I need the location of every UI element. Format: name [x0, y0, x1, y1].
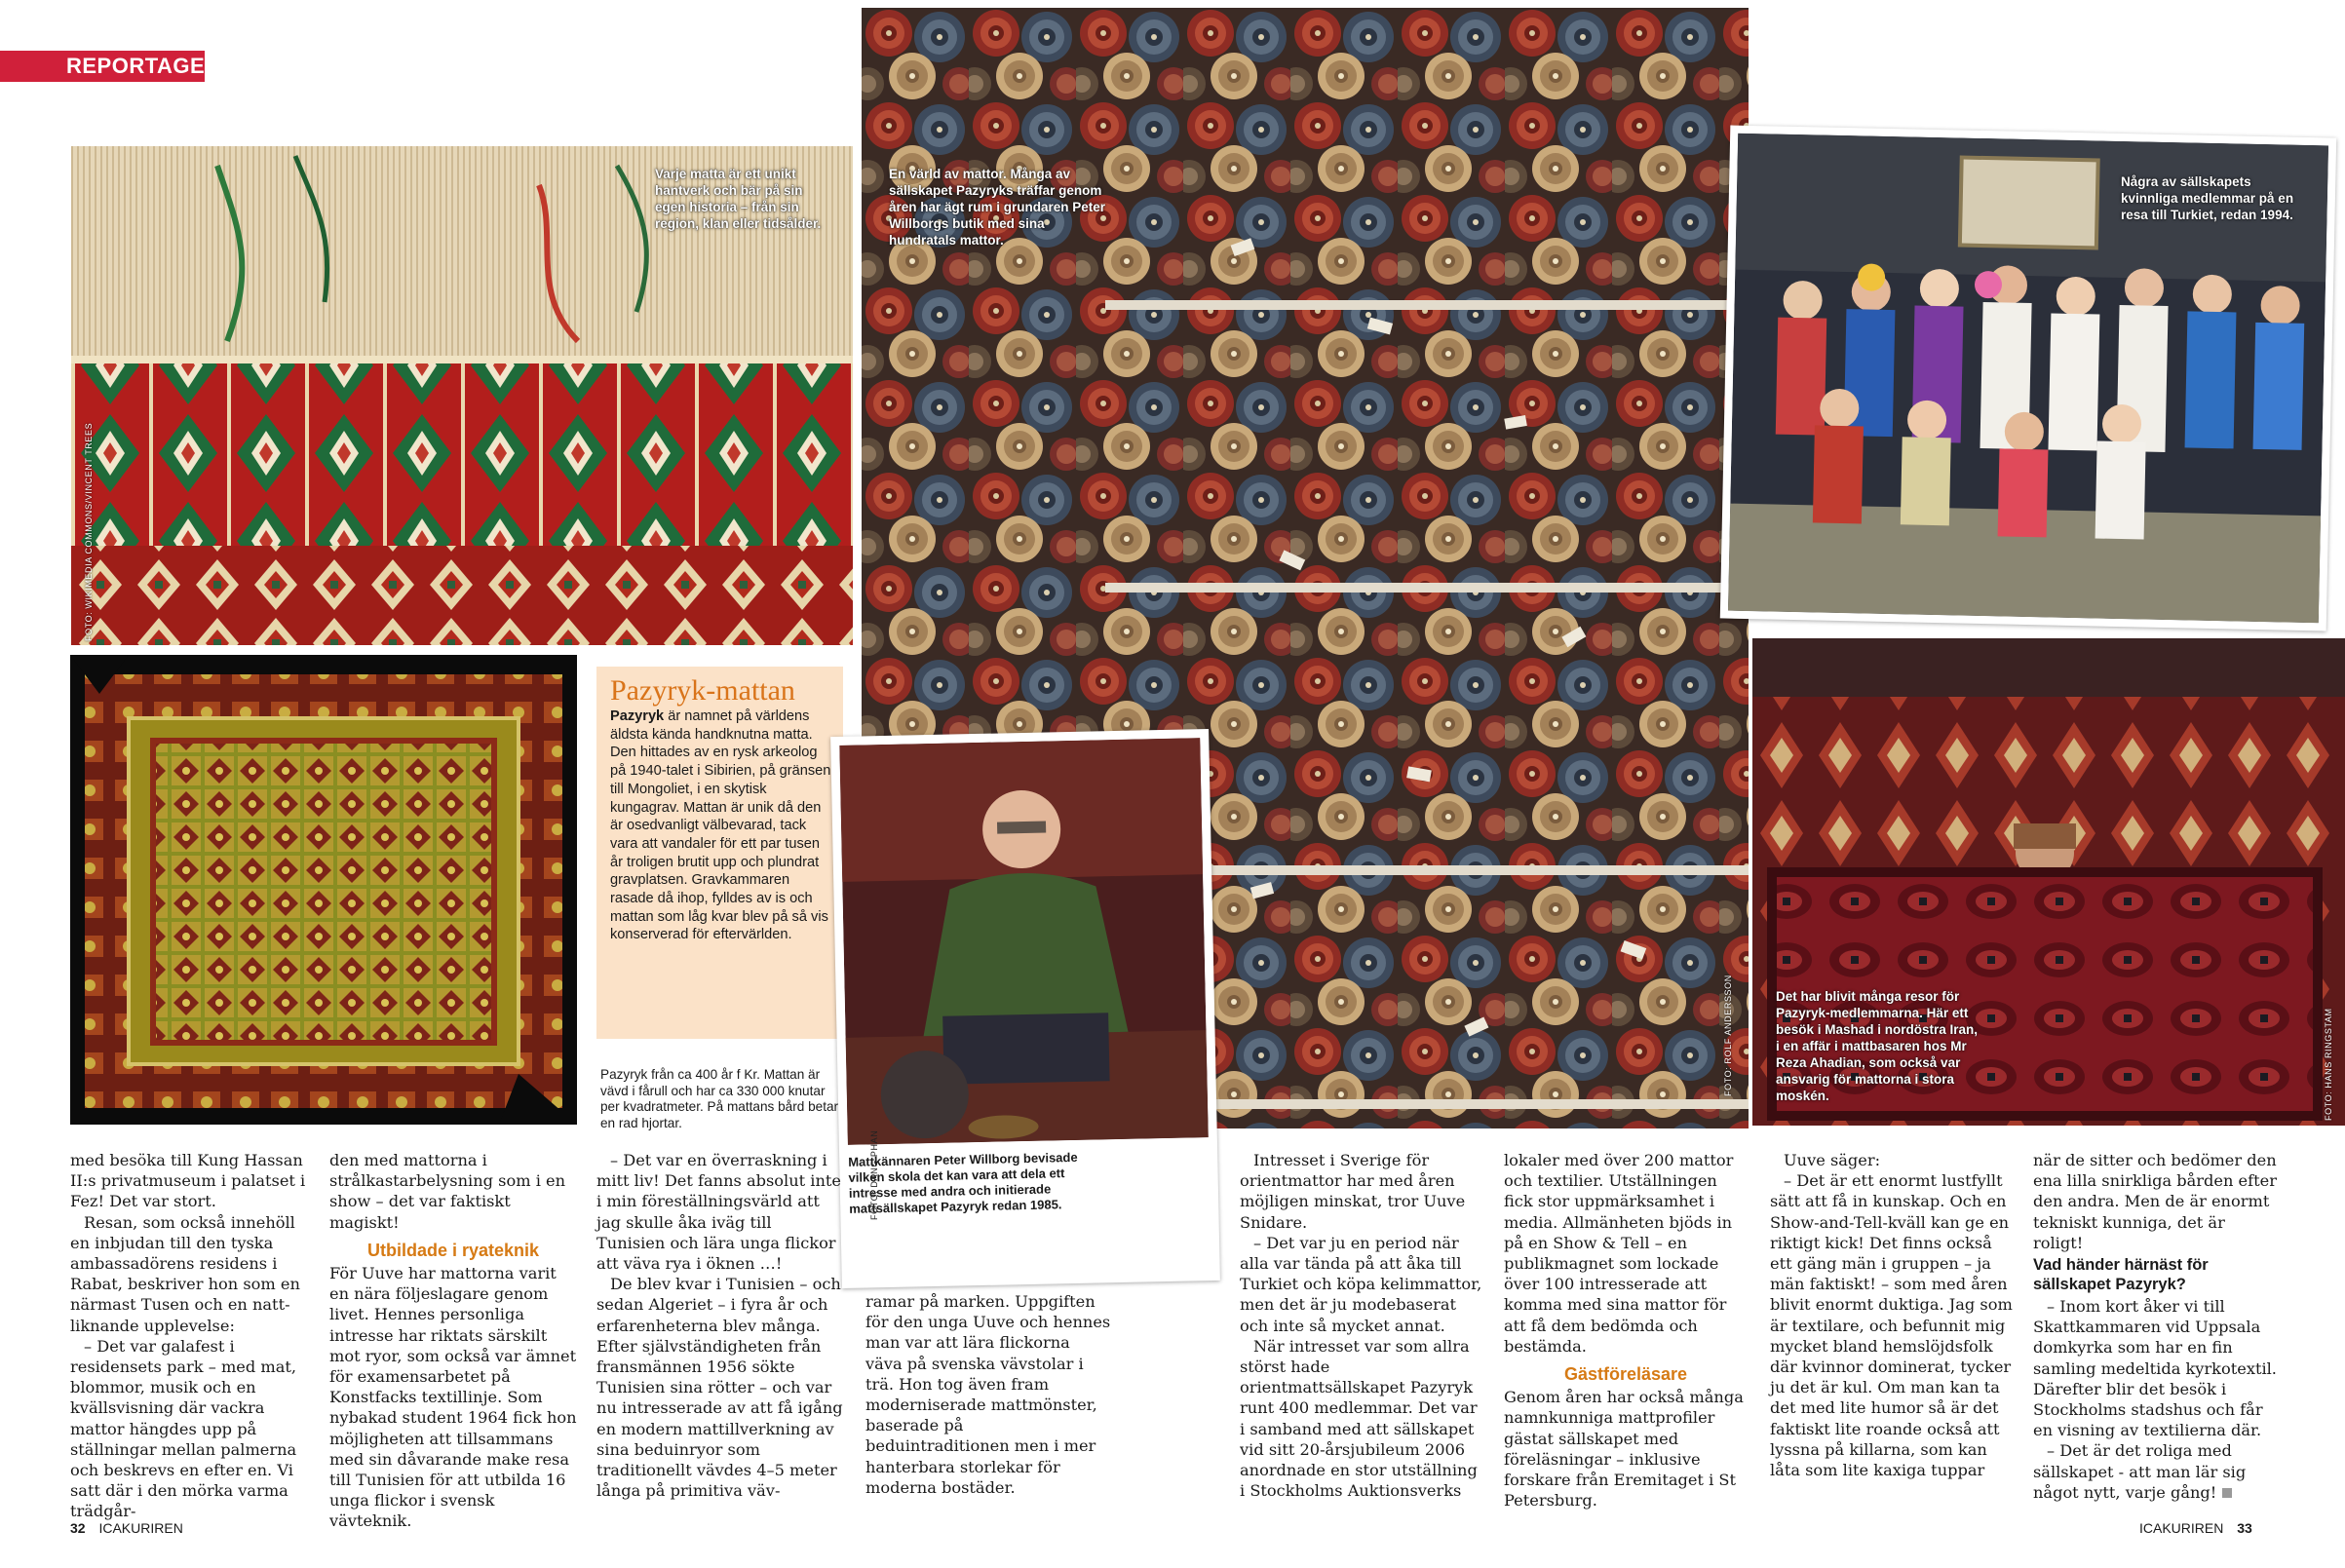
caption-loom: Varje matta är ett unikt hantverk och bär på sin egen historia – från sin region, klan eller tidsålder. [655, 167, 822, 231]
credit-rolls: FOTO: ROLF ANDERSSON [1723, 975, 1733, 1096]
factbox [596, 667, 843, 1039]
column-5 [1240, 1150, 1485, 1501]
c5-p1: Intresset i Sverige för orientmattor har med åren möjligen minskat, tror Uuve Snidare. [1240, 1151, 1466, 1232]
caption-women: Några av sällskapets kvinnliga medlemmar på en resa till Turkiet, redan 1994. [2121, 174, 2294, 222]
pazyryk-rug-photo [70, 655, 577, 1125]
willborg-portrait-image [839, 738, 1209, 1145]
c2-p2: För Uuve har mattorna varit en nära följeslagare genom livet. Hennes personliga intresse har riktats särskilt mot ryor, som också var ämnet för examensarbetet på Konstfacks textillinje. Som nybakad student 1964 fick hon möjligheten att tillsammans med sin dåvarande make resa till Tunisien för att utbilda 16 unga flickor i svensk vävteknik. [329, 1264, 577, 1531]
c6-heading: Gästföreläsare [1563, 1364, 1688, 1385]
c8-p1: när de sitter och bedömer den ena lilla snirkliga bården efter den andra. Men de är enormt tekniskt kunniga, det är roligt! [2033, 1151, 2277, 1252]
end-mark [2222, 1488, 2232, 1498]
column-1 [70, 1150, 314, 1522]
factbox-title: Pazyryk-mattan [610, 674, 795, 707]
c8-heading: Vad händer härnäst för sällskapet Pazyryk? [2033, 1256, 2209, 1294]
c8-p2: – Inom kort åker vi till Skattkammaren vid Uppsala domkyrka som har en fin samling medeltida kyrkotextil. Därefter blir det besök i Stockholms stadshus och får en visning av textilierna där. [2033, 1297, 2277, 1440]
c8-p3-text: – Det är det roliga med sällskapet - att man lär sig något nytt, varje gång! [2033, 1441, 2247, 1502]
c8-p3 [2033, 1440, 2279, 1503]
magazine-name-left: ICAKURIREN [98, 1520, 183, 1536]
credit-portrait: FOTO: DANG PHAN [869, 1129, 879, 1220]
c2-p1: den med mattorna i strålkastarbelysning som i en show – det var faktiskt magiskt! [329, 1151, 566, 1232]
c1-p2: Resan, som också innehöll en inbjudan till den tyska ambassadörens residens i Rabat, beskriver hon som en närmast Tusen och en natt-liknande upplevelse: [70, 1212, 300, 1335]
c1-p1: med besöka till Kung Hassan II:s privatmuseum i palatset i Fez! Det var stort. [70, 1151, 306, 1211]
c5-p3: När intresset var som allra störst hade orientmattsällskapet Pazyryk runt 400 medlemmar. Det var i samband med att sällskapet vid sitt 20-årsjubileum 2006 anordnade en stor utställning i Stockholms Auktionsverks [1240, 1336, 1478, 1501]
credit-loom: FOTO: WIKIMEDIA COMMONS/VINCENT TREES [84, 422, 94, 641]
column-4 [865, 1291, 1111, 1498]
column-3 [596, 1150, 844, 1501]
column-8 [2033, 1150, 2279, 1503]
c3-p2: De blev kvar i Tunisien – och sedan Algeriet – i fyra år och erfarenheterna blev många. Efter självständigheten från fransmännen 1956 sökte Tunisien sina rötter – och var nu intresserade av att få igång en modern mattillverkning av sina beduinryor som traditionellt vävdes 4–5 meter långa på primitiva väv- [596, 1275, 843, 1501]
column-6 [1504, 1150, 1748, 1511]
page-number-right: 33 [2237, 1520, 2252, 1536]
c1-p3: – Det var galafest i residensets park – med mat, blommor, musik och en kvällsvisning där vackra mattor hängdes upp på ställningar mellan palmerna och beskrevs en efter en. Vi satt där i den mörka varma trädgår- [70, 1336, 297, 1521]
credit-iran: FOTO: HANS RINGSTAM [2324, 1008, 2333, 1121]
c3-p1: – Det var en överraskning i mitt liv! Det fanns absolut inte i min föreställningsvärld att jag skulle åka iväg till Tunisien och lära unga flickor att väva rya i öknen …! [596, 1151, 841, 1274]
c6-p2: Genom åren har också många namnkunniga mattprofiler gästat sällskapet med föreläsningar – inklusive forskare från Eremitaget i St Petersburg. [1504, 1388, 1744, 1511]
caption-world-of-rugs: En värld av mattor. Många av sällskapet Pazyryks träffar genom åren har ägt rum i grundaren Peter Willborgs butik med sina hundratals mattor. [889, 167, 1106, 248]
factbox-body: är namnet på världens äldsta kända handknutna matta. Den hittades av en rysk arkeolog på 1940-talet i Sibirien, på gränsen till Mongoliet, i en skytisk kungagrav. Mattan är unik då den är osedvanligt välbevarad, tack vara att vandaler för ett par tusen år troligen brutit upp och plundrat gravplatsen. Gravkammaren rasade då ihop, fylldes av is och mattan som låg kvar blev på så vis konserverad för eftervärlden. [610, 708, 831, 943]
pazyryk-rug-image [70, 655, 577, 1125]
column-7 [1770, 1150, 2018, 1480]
willborg-portrait-photo [830, 729, 1220, 1288]
footer-right [2139, 1520, 2252, 1536]
c4-p1: ramar på marken. Uppgiften för den unga Uuve och hennes man var att lära flickorna väva på svenska vävstolar i trä. Hon tog även fram moderniserade mattmönster, baserade på beduintraditionen men i mer hanterbara storlekar för moderna bostäder. [865, 1292, 1111, 1497]
c7-p1: Uuve säger: [1784, 1151, 1881, 1169]
caption-pazyryk-rug: Pazyryk från ca 400 år f Kr. Mattan är vävd i fårull och har ca 330 000 knutar per kvadratmeter. På mattans bård betar en rad hjortar. [600, 1067, 839, 1130]
c5-p2: – Det var ju en period när alla var tända på att åka till Turkiet och köpa kelimmattor, men det är ju modebaserat och inte så mycket annat. [1240, 1233, 1482, 1335]
column-2 [329, 1150, 577, 1532]
c7-p2: – Det är ett enormt lustfyllt sätt att få in kunskap. Och en Show-and-Tell-kväll kan ge en riktigt kick! Det finns också ett gäng män i gruppen – ja män faktiskt! – som med åren blivit enormt duktiga. Jag som är textilare, och befunnit mig mycket bland hemslöjdsfolk där kvinnor dominerat, tycker ju det är kul. Om man kan ta det med lite humor så är det faktiskt lite roande också att lyssna på killarna, som kan låta som lite kaxiga tuppar [1770, 1171, 2013, 1480]
section-tag: REPORTAGE [0, 51, 205, 82]
caption-iran: Det har blivit många resor för Pazyryk-medlemmarna. Här ett besök i Mashad i nordöstra Iran, i en affär i mattbasaren hos Mr Reza Ahadian, som också var ansvarig för mattorna i stora moskén. [1776, 989, 1979, 1103]
c6-p1: lokaler med över 200 mattor och textilier. Utställningen fick stor uppmärksamhet i media. Allmänheten bjöds in på en Show & Tell – en publikmagnet som lockade över 100 intresserade att komma med sina mattor för att få dem bedömda och bestämda. [1504, 1151, 1734, 1356]
factbox-lead: Pazyryk [610, 708, 665, 724]
magazine-name-right: ICAKURIREN [2139, 1520, 2224, 1536]
footer-left [70, 1520, 183, 1536]
caption-willborg: Mattkännaren Peter Willborg bevisade vilken skola det kan vara att dela ett intresse med andra och initierade mattsällskapet Pazyryk redan 1985. [848, 1149, 1078, 1216]
page-number-left: 32 [70, 1520, 86, 1536]
c2-heading: Utbildade i ryateknik [366, 1240, 540, 1260]
factbox-text [610, 708, 833, 944]
